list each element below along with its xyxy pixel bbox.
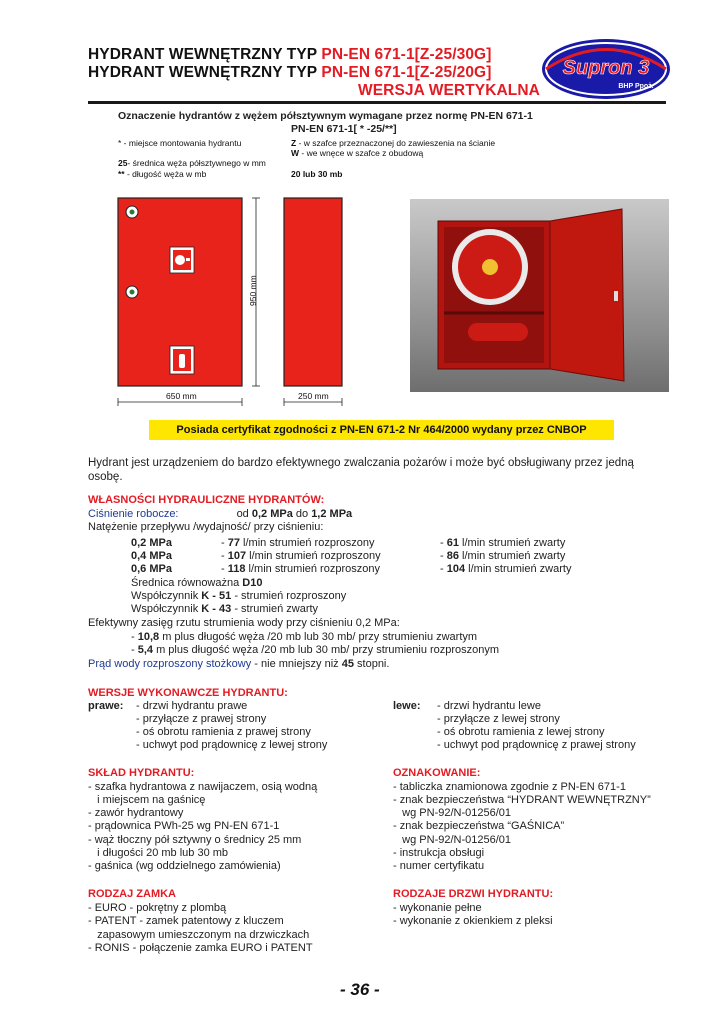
svg-text:Supron 3: Supron 3 [562,57,650,79]
lock-item: - RONIS - połączenie zamka EURO i PATENT [88,942,313,954]
versions-left-item-3: - oś obrotu ramienia z lewej strony [437,726,605,738]
width-dimension-label: 650 mm [166,391,197,401]
versions-right-label: prawe: [88,700,124,712]
header-divider [88,101,666,104]
versions-left-label: lewe: [393,700,421,712]
flow-row-2: 0,4 MPa - 107 l/min strumień rozproszony [131,550,381,562]
versions-heading: WERSJE WYKONAWCZE HYDRANTU: [88,687,288,699]
designation-w: W - we wnęce w szafce z obudową [291,148,424,158]
intro-paragraph: Hydrant jest urządzeniem do bardzo efektywnego zwalczania pożarów i może być obsługiwany przez jedną osobę. [88,457,634,483]
pressure-line: Ciśnienie robocze: od 0,2 MPa do 1,2 MPa [88,508,353,520]
marking-item: wg PN-92/N-01256/01 [393,834,512,846]
versions-left-item-2: - przyłącze z lewej strony [437,713,560,725]
composition-heading: SKŁAD HYDRANTU: [88,767,195,779]
lock-item: zapasowym umieszczonym na drzwiczkach [88,929,310,941]
flow-row-2-jet: - 86 l/min strumień zwarty [440,550,566,562]
composition-item: i długości 20 mb lub 30 mb [88,847,229,859]
supron-logo [540,36,672,102]
hydraulic-heading: WŁASNOŚCI HYDRAULICZNE HYDRANTÓW: [88,494,325,506]
range-label: Efektywny zasięg rzutu strumienia wody przy ciśnieniu 0,2 MPa: [88,617,400,629]
hydrant-photo [410,199,669,392]
marking-item: - tabliczka znamionowa zgodnie z PN-EN 671-1 [393,781,626,793]
versions-left-item-1: - drzwi hydrantu lewe [437,700,541,712]
equivalent-diameter: Średnica równoważna D10 [131,577,263,589]
lock-item: - PATENT - zamek patentowy z kluczem [88,915,284,927]
coefficient-k43: Współczynnik K - 43 - strumień zwarty [131,603,319,615]
title-line-2: HYDRANT WEWNĘTRZNY TYP PN-EN 671-1[Z-25/20G] [88,64,492,81]
depth-dimension-label: 250 mm [298,391,329,401]
flow-row-3-jet: - 104 l/min strumień zwarty [440,563,572,575]
marking-item: - instrukcja obsługi [393,847,485,859]
cone-line: Prąd wody rozproszony stożkowy - nie mniejszy niż 45 stopni. [88,658,390,670]
composition-item: - gaśnica (wg oddzielnego zamówienia) [88,860,281,872]
versions-right-item-3: - oś obrotu ramienia z prawej strony [136,726,311,738]
versions-right-item-1: - drzwi hydrantu prawe [136,700,248,712]
marking-item: - znak bezpieczeństwa “HYDRANT WEWNĘTRZNY” [393,794,651,806]
versions-right-item-2: - przyłącze z prawej strony [136,713,267,725]
range-line-2: - 5,4 m plus długość węża /20 mb lub 30 mb/ przy strumieniu rozproszonym [131,644,500,656]
range-line-1: - 10,8 m plus długość węża /20 mb lub 30 mb/ przy strumieniu zwartym [131,631,478,643]
doors-item: - wykonanie z okienkiem z pleksi [393,915,553,927]
coefficient-k51: Współczynnik K - 51 - strumień rozproszony [131,590,347,602]
composition-item: - wąż tłoczny pół sztywny o średnicy 25 mm [88,834,302,846]
versions-left-item-4: - uchwyt pod prądownicę z prawej strony [437,739,636,751]
marking-heading: OZNAKOWANIE: [393,767,481,779]
composition-item: - zawór hydrantowy [88,807,184,819]
cabinet-drawing [112,194,350,408]
composition-item: i miejscem na gaśnicę [88,794,206,806]
designation-length: ** - długość węża w mb [118,169,207,179]
lock-item: - EURO - pokrętny z plombą [88,902,227,914]
title-line-3: WERSJA WERTYKALNA [358,82,540,99]
marking-item: wg PN-92/N-01256/01 [393,807,512,819]
height-dimension-label: 950 mm [248,275,258,306]
doors-heading: RODZAJE DRZWI HYDRANTU: [393,888,554,900]
flow-row-1: 0,2 MPa - 77 l/min strumień rozproszony [131,537,375,549]
marking-item: - znak bezpieczeństwa “GAŚNICA” [393,820,565,832]
lock-heading: RODZAJ ZAMKA [88,888,176,900]
designation-diameter: 25- średnica węża półsztywnego w mm [118,158,266,168]
designation-length-value: 20 lub 30 mb [291,169,343,179]
title-line-1: HYDRANT WEWNĘTRZNY TYP PN-EN 671-1[Z-25/30G] [88,46,492,63]
designation-heading: Oznaczenie hydrantów z wężem półsztywnym wymagane przez normę PN-EN 671-1 [118,110,533,122]
flow-row-1-jet: - 61 l/min strumień zwarty [440,537,566,549]
marking-item: - numer certyfikatu [393,860,485,872]
designation-z: Z - w szafce przeznaczonej do zawieszenia na ścianie [291,138,496,148]
composition-item: - prądownica PWh-25 wg PN-EN 671-1 [88,820,280,832]
flow-row-3: 0,6 MPa - 118 l/min strumień rozproszony [131,563,380,575]
flow-label: Natężenie przepływu /wydajność/ przy ciśnieniu: [88,521,324,533]
certificate-banner: Posiada certyfikat zgodności z PN-EN 671-2 Nr 464/2000 wydany przez CNBOP [149,420,614,440]
composition-item: - szafka hydrantowa z nawijaczem, osią wodną [88,781,318,793]
designation-code: PN-EN 671-1[ * -25/**] [291,123,397,135]
designation-star: * - miejsce montowania hydrantu [118,138,242,148]
page-number: - 36 - [340,980,380,999]
svg-text:BHP Ppoż.: BHP Ppoż. [618,83,654,90]
versions-right-item-4: - uchwyt pod prądownicę z lewej strony [136,739,328,751]
doors-item: - wykonanie pełne [393,902,482,914]
